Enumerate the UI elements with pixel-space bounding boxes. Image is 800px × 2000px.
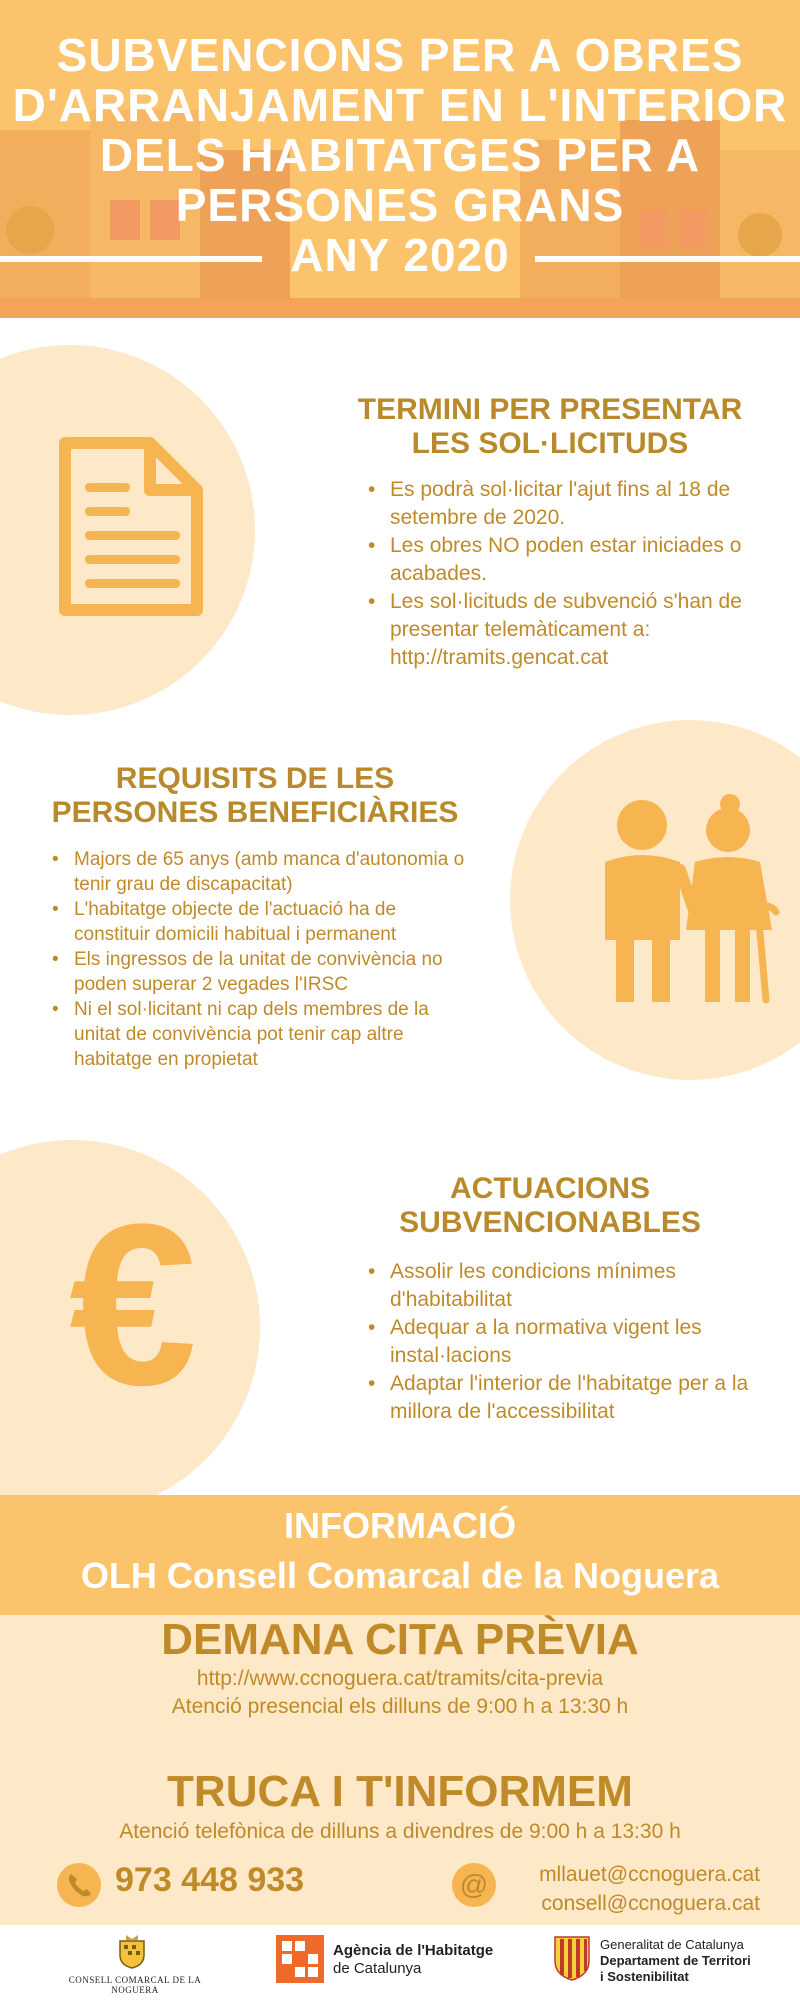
list-item: • Les obres NO poden estar iniciades o acabades. [368,532,753,588]
appointment-title: DEMANA CITA PRÈVIA [161,1615,639,1664]
list-item: • Les sol·licituds de subvenció s'han de presentar telemàticament a: http://tramits.gencat.cat [368,588,753,672]
appointment-hours: Atenció presencial els dilluns de 9:00 h a 13:30 h [171,1695,629,1718]
phone-icon [57,1863,101,1907]
divider-right [535,256,800,262]
title-line-2: D'ARRANJAMENT EN L'INTERIOR [12,79,788,131]
list-item: • Els ingressos de la unitat de convivència no poden superar 2 vegades l'IRSC [52,947,472,997]
requirements-list [52,847,472,1072]
requirements-title [40,762,470,830]
actions-title-line-1: ACTUACIONS [450,1172,650,1205]
footer-logos [0,1925,800,2000]
list-item: • Assolir les condicions mínimes d'habitabilitat [368,1258,758,1314]
at-icon: @ [452,1863,496,1907]
actions-list [368,1258,758,1426]
deadline-title-line-1: TERMINI PER PRESENTAR [357,393,743,426]
list-item: • L'habitatge objecte de l'actuació ha de constituir domicili habitual i permanent [52,897,472,947]
title-line-1: SUBVENCIONS PER A OBRES [56,29,744,81]
list-item: • Es podrà sol·licitar l'ajut fins al 18 de setembre de 2020. [368,476,753,532]
logo-consell: CONSELL COMARCAL DE LA NOGUERA [68,1975,202,1995]
call-hours: Atenció telefònica de dilluns a divendres de 9:00 h a 13:30 h [119,1820,681,1843]
actions-title [345,1172,755,1240]
housing-agency-logo [276,1935,324,1983]
email-1[interactable]: mllauet@ccnoguera.cat [539,1863,760,1886]
logo-agency-line-2: de Catalunya [333,1960,422,1977]
info-band [0,1495,800,1615]
generalitat-logo [553,1935,591,1981]
logo-generalitat-line-3: i Sostenibilitat [600,1969,689,1984]
list-item: • Adaptar l'interior de l'habitatge per a la millora de l'accessibilitat [368,1370,758,1426]
list-item: • Adequar a la normativa vigent les instal·lacions [368,1314,758,1370]
info-title: INFORMACIÓ [284,1505,516,1546]
coat-of-arms-logo [118,1933,146,1969]
title-line-3: DELS HABITATGES PER A [99,129,701,181]
actions-title-line-2: SUBVENCIONABLES [399,1206,701,1239]
elderly-couple-icon [590,790,780,1005]
info-office: OLH Consell Comarcal de la Noguera [80,1555,720,1596]
logo-agency-line-1: Agència de l'Habitatge [333,1942,494,1959]
euro-icon: € [69,1176,197,1433]
deadline-title-line-2: LES SOL·LICITUDS [411,427,689,460]
document-icon [55,435,205,620]
appointment-url[interactable]: http://www.ccnoguera.cat/tramits/cita-previa [196,1667,604,1690]
deadline-title [345,393,755,461]
header-banner [0,0,800,318]
title-year: ANY 2020 [290,229,510,281]
list-item: • Majors de 65 anys (amb manca d'autonomia o tenir grau de discapacitat) [52,847,472,897]
title-line-4: PERSONES GRANS [175,179,625,231]
phone-number[interactable]: 973 448 933 [115,1861,305,1899]
requirements-title-line-2: PERSONES BENEFICIÀRIES [51,796,459,829]
requirements-title-line-1: REQUISITS DE LES [115,762,395,795]
contact-area [0,1615,800,1925]
logo-generalitat-line-1: Generalitat de Catalunya [600,1937,744,1952]
call-title: TRUCA I T'INFORMEM [167,1767,633,1816]
email-2[interactable]: consell@ccnoguera.cat [541,1892,760,1915]
deadline-list [368,476,753,672]
logo-generalitat-line-2: Departament de Territori [600,1953,751,1968]
list-item: • Ni el sol·licitant ni cap dels membres de la unitat de convivència pot tenir cap altre habitatge en propietat [52,997,472,1072]
